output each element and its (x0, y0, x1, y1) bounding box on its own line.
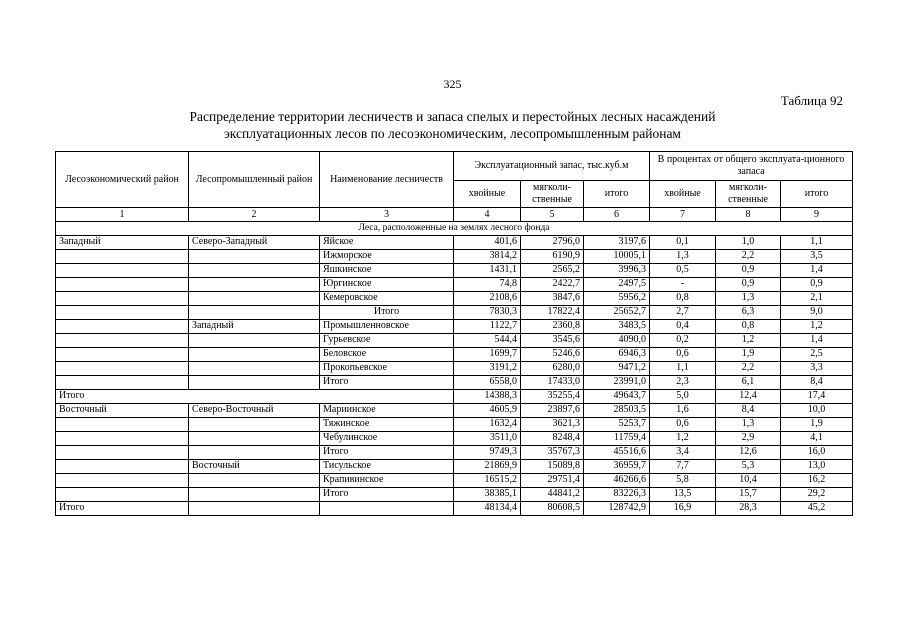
cell: 9749,3 (454, 446, 521, 460)
cell: 128742,9 (584, 502, 650, 516)
cell: 10,0 (781, 404, 853, 418)
cell: 2,7 (650, 306, 716, 320)
table-row (56, 432, 853, 446)
cell: 25652,7 (584, 306, 650, 320)
cell: 49643,7 (584, 390, 650, 404)
cell: 13,5 (650, 488, 716, 502)
economic-region-west: Западный (56, 236, 189, 250)
header-forestry-name: Наименование лесничеств (320, 152, 454, 208)
col-num-1: 1 (56, 208, 189, 222)
cell: 38385,1 (454, 488, 521, 502)
cell: 0,9 (716, 278, 781, 292)
forestry-name: Беловское (320, 348, 454, 362)
cell: 16515,2 (454, 474, 521, 488)
forestry-name: Ижморское (320, 250, 454, 264)
east-total-label: Итого (56, 502, 189, 516)
forestry-name: Юргинское (320, 278, 454, 292)
table-row (56, 236, 853, 250)
cell: 6558,0 (454, 376, 521, 390)
forestry-name: Тяжинское (320, 418, 454, 432)
cell: 3,3 (781, 362, 853, 376)
table-title (0, 108, 905, 142)
forestry-name: Чебулинское (320, 432, 454, 446)
cell: - (650, 278, 716, 292)
cell: 2796,0 (521, 236, 584, 250)
cell: 5,0 (650, 390, 716, 404)
cell: 3847,6 (521, 292, 584, 306)
cell: 1,2 (650, 432, 716, 446)
cell: 1,3 (650, 250, 716, 264)
forestry-name: Тисульское (320, 460, 454, 474)
total-row (56, 390, 853, 404)
cell: 0,6 (650, 348, 716, 362)
cell: 74,8 (454, 278, 521, 292)
cell: 3621,3 (521, 418, 584, 432)
cell: 1,4 (781, 264, 853, 278)
table-row (56, 404, 853, 418)
cell: 6,1 (716, 376, 781, 390)
subtotal-row (56, 488, 853, 502)
cell: 1,6 (650, 404, 716, 418)
cell: 1,9 (781, 418, 853, 432)
table-row (56, 278, 853, 292)
forestry-name: Крапивинское (320, 474, 454, 488)
forest-distribution-table (55, 151, 853, 516)
cell: 1632,4 (454, 418, 521, 432)
col-num-6: 6 (584, 208, 650, 222)
cell: 3483,5 (584, 320, 650, 334)
cell: 1,1 (781, 236, 853, 250)
cell: 0,8 (650, 292, 716, 306)
cell: 1,2 (716, 334, 781, 348)
col-num-2: 2 (189, 208, 320, 222)
subtotal-label: Итого (320, 488, 454, 502)
cell: 28503,5 (584, 404, 650, 418)
cell: 23991,0 (584, 376, 650, 390)
forestry-name: Кемеровское (320, 292, 454, 306)
cell: 1,4 (781, 334, 853, 348)
table-row (56, 418, 853, 432)
cell: 35255,4 (521, 390, 584, 404)
cell: 2360,8 (521, 320, 584, 334)
table-row (56, 250, 853, 264)
cell: 2422,7 (521, 278, 584, 292)
cell: 0,8 (716, 320, 781, 334)
cell: 29,2 (781, 488, 853, 502)
cell: 2,2 (716, 362, 781, 376)
subtotal-label: Итого (320, 306, 454, 320)
industrial-region-northeast: Северо-Восточный (189, 404, 320, 418)
header-conifer-pct: хвойные (650, 181, 716, 208)
forestry-name: Яйское (320, 236, 454, 250)
cell: 16,9 (650, 502, 716, 516)
col-num-9: 9 (781, 208, 853, 222)
table-row (56, 334, 853, 348)
cell: 10,4 (716, 474, 781, 488)
col-num-8: 8 (716, 208, 781, 222)
col-num-7: 7 (650, 208, 716, 222)
cell: 1431,1 (454, 264, 521, 278)
west-total-label: Итого (56, 390, 454, 404)
cell: 6,3 (716, 306, 781, 320)
col-num-4: 4 (454, 208, 521, 222)
cell: 2565,2 (521, 264, 584, 278)
page-number: 325 (443, 77, 462, 91)
title-line-1: Распределение территории лесничеств и запаса спелых и перестойных лесных насаждений (189, 109, 716, 124)
cell: 6190,9 (521, 250, 584, 264)
cell: 1,0 (716, 236, 781, 250)
cell: 8,4 (781, 376, 853, 390)
cell: 7830,3 (454, 306, 521, 320)
cell: 3996,3 (584, 264, 650, 278)
cell: 15089,8 (521, 460, 584, 474)
cell: 1,1 (650, 362, 716, 376)
cell: 16,0 (781, 446, 853, 460)
col-num-5: 5 (521, 208, 584, 222)
table-row (56, 474, 853, 488)
cell: 1699,7 (454, 348, 521, 362)
cell: 5956,2 (584, 292, 650, 306)
cell: 13,0 (781, 460, 853, 474)
header-percent-of-stock: В процентах от общего эксплуата-ционного запаса (650, 152, 853, 181)
cell: 5,8 (650, 474, 716, 488)
header-total: итого (584, 181, 650, 208)
cell: 401,6 (454, 236, 521, 250)
cell: 9,0 (781, 306, 853, 320)
cell: 1,2 (781, 320, 853, 334)
cell: 10005,1 (584, 250, 650, 264)
cell: 0,5 (650, 264, 716, 278)
cell: 2108,6 (454, 292, 521, 306)
header-softwood-pct: мягколи-ственные (716, 181, 781, 208)
forestry-name: Промышленновское (320, 320, 454, 334)
cell: 1,9 (716, 348, 781, 362)
cell: 544,4 (454, 334, 521, 348)
cell: 0,6 (650, 418, 716, 432)
cell: 6280,0 (521, 362, 584, 376)
subtotal-label: Итого (320, 376, 454, 390)
title-line-2: эксплуатационных лесов по лесоэкономическим, лесопромышленным районам (224, 126, 681, 141)
header-total-pct: итого (781, 181, 853, 208)
table-row (56, 320, 853, 334)
cell: 4090,0 (584, 334, 650, 348)
header-economic-region: Лесоэкономический район (56, 152, 189, 208)
cell: 16,2 (781, 474, 853, 488)
cell: 1122,7 (454, 320, 521, 334)
cell: 3197,6 (584, 236, 650, 250)
cell: 0,9 (716, 264, 781, 278)
cell: 12,4 (716, 390, 781, 404)
cell: 17822,4 (521, 306, 584, 320)
cell: 1,3 (716, 292, 781, 306)
cell: 11759,4 (584, 432, 650, 446)
cell: 28,3 (716, 502, 781, 516)
forestry-name: Яшкинское (320, 264, 454, 278)
forestry-name: Прокопьевское (320, 362, 454, 376)
col-num-3: 3 (320, 208, 454, 222)
cell: 2,3 (650, 376, 716, 390)
subtotal-row (56, 376, 853, 390)
cell: 3191,2 (454, 362, 521, 376)
cell: 4605,9 (454, 404, 521, 418)
cell: 7,7 (650, 460, 716, 474)
cell: 5,3 (716, 460, 781, 474)
cell: 4,1 (781, 432, 853, 446)
cell: 0,1 (650, 236, 716, 250)
cell: 15,7 (716, 488, 781, 502)
cell: 3,5 (781, 250, 853, 264)
subtotal-row (56, 446, 853, 460)
cell: 12,6 (716, 446, 781, 460)
economic-region-east: Восточный (56, 404, 189, 418)
cell: 45,2 (781, 502, 853, 516)
forestry-name: Мариинское (320, 404, 454, 418)
cell: 23897,6 (521, 404, 584, 418)
cell: 8,4 (716, 404, 781, 418)
cell: 0,2 (650, 334, 716, 348)
cell: 3511,0 (454, 432, 521, 446)
table-label: Таблица 92 (780, 93, 843, 108)
header-conifer: хвойные (454, 181, 521, 208)
table-row (56, 292, 853, 306)
column-number-row (56, 208, 853, 222)
total-row (56, 502, 853, 516)
cell: 35767,3 (521, 446, 584, 460)
cell: 2,2 (716, 250, 781, 264)
cell: 46266,6 (584, 474, 650, 488)
section-row (56, 222, 853, 236)
section-label: Леса, расположенные на землях лесного фонда (56, 222, 853, 236)
subtotal-label: Итого (320, 446, 454, 460)
cell: 6946,3 (584, 348, 650, 362)
table-row (56, 460, 853, 474)
table-row (56, 348, 853, 362)
cell: 2,9 (716, 432, 781, 446)
cell: 48134,4 (454, 502, 521, 516)
cell: 8248,4 (521, 432, 584, 446)
header-softwood: мягколи-ственные (521, 181, 584, 208)
cell: 5246,6 (521, 348, 584, 362)
cell: 83226,3 (584, 488, 650, 502)
cell: 3814,2 (454, 250, 521, 264)
industrial-region-northwest: Северо-Западный (189, 236, 320, 250)
cell: 45516,6 (584, 446, 650, 460)
cell: 14388,3 (454, 390, 521, 404)
cell: 1,3 (716, 418, 781, 432)
cell: 17433,0 (521, 376, 584, 390)
cell: 3545,6 (521, 334, 584, 348)
cell: 21869,9 (454, 460, 521, 474)
cell: 44841,2 (521, 488, 584, 502)
table-row (56, 362, 853, 376)
header-operational-stock: Эксплуатационный запас, тыс.куб.м (454, 152, 650, 181)
cell: 36959,7 (584, 460, 650, 474)
cell: 0,9 (781, 278, 853, 292)
forestry-name: Гурьевское (320, 334, 454, 348)
cell: 17,4 (781, 390, 853, 404)
cell: 29751,4 (521, 474, 584, 488)
cell: 5253,7 (584, 418, 650, 432)
cell: 2497,5 (584, 278, 650, 292)
cell: 80608,5 (521, 502, 584, 516)
cell: 3,4 (650, 446, 716, 460)
cell: 9471,2 (584, 362, 650, 376)
subtotal-row (56, 306, 853, 320)
cell: 2,5 (781, 348, 853, 362)
industrial-region-east: Восточный (189, 460, 320, 474)
industrial-region-west: Западный (189, 320, 320, 334)
cell: 2,1 (781, 292, 853, 306)
cell: 0,4 (650, 320, 716, 334)
header-industrial-region: Лесопромышленный район (189, 152, 320, 208)
table-row (56, 264, 853, 278)
